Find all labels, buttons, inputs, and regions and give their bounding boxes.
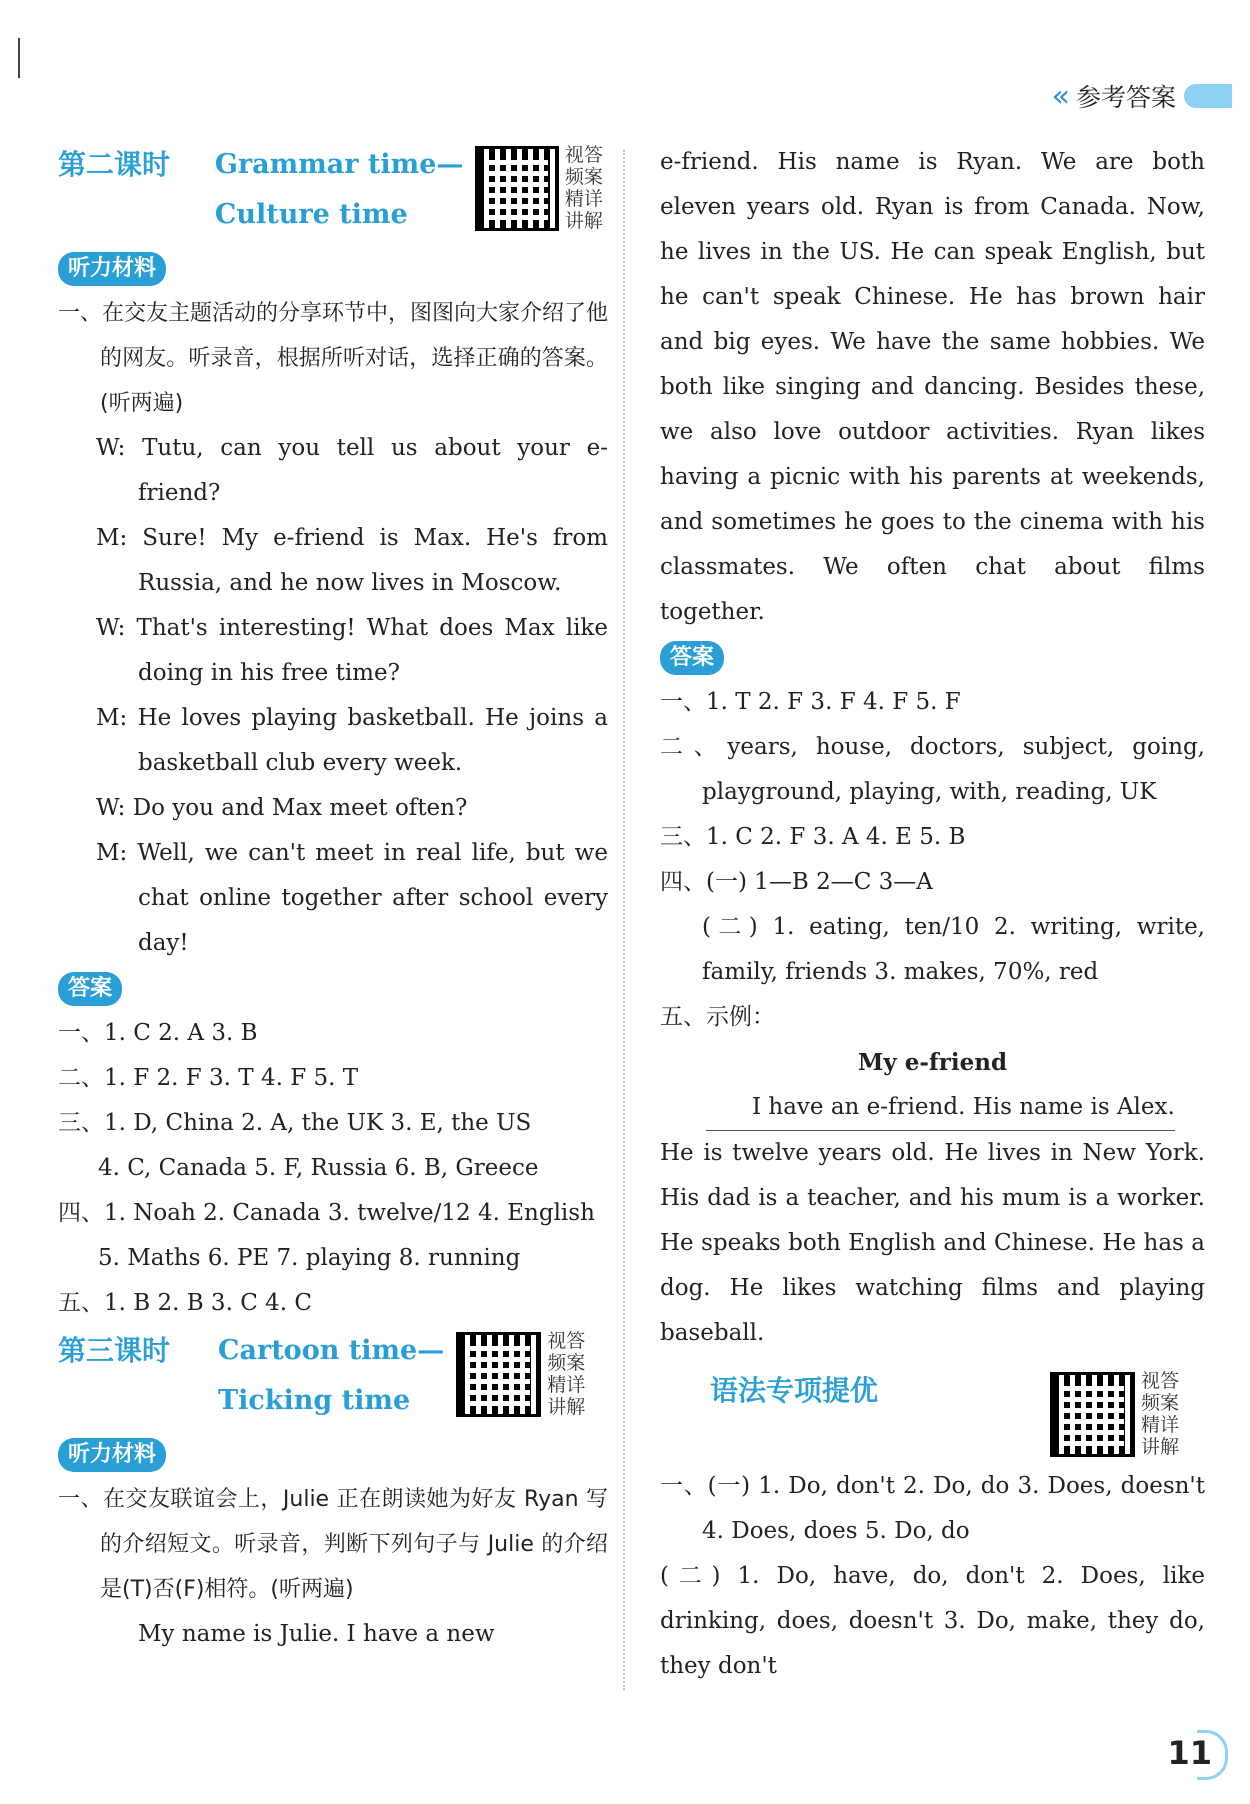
left-column <box>58 140 608 1657</box>
page-header <box>1052 78 1232 114</box>
lesson-en-line2: Ticking time <box>218 1385 411 1416</box>
dialog-line: M: Sure! My e-friend is Max. He's from Russia, and he now lives in Moscow. <box>96 525 608 596</box>
answer-line: 五、1. B 2. B 3. C 4. C <box>58 1290 312 1316</box>
answer-line: 4. C, Canada 5. F, Russia 6. B, Greece <box>98 1155 539 1181</box>
column-divider <box>623 150 625 1690</box>
passage-start: My name is Julie. I have a new <box>138 1621 495 1647</box>
answer-badge: 答案 <box>58 972 122 1006</box>
answer-line: 三、1. D, China 2. A, the UK 3. E, the US <box>58 1110 532 1136</box>
answer-line: 二、1. F 2. F 3. T 4. F 5. T <box>58 1065 359 1091</box>
double-chevron-left-icon: « <box>1051 78 1070 114</box>
answer-line: 四、1. Noah 2. Canada 3. twelve/12 4. English <box>58 1200 595 1226</box>
lesson-en-title <box>218 1326 444 1426</box>
answer-line: (二) 1. Do, have, do, don't 2. Does, like drinking, does, doesn't 3. Do, make, they do, they don't <box>660 1563 1205 1679</box>
qr-code-icon[interactable] <box>1050 1372 1135 1457</box>
essay-title: My e-friend <box>857 1049 1008 1076</box>
margin-mark <box>18 38 20 78</box>
answer-line: 四、(一) 1—B 2—C 3—A <box>660 869 933 895</box>
lesson-en-line1: Cartoon time— <box>218 1335 445 1366</box>
right-column <box>660 140 1205 1689</box>
lesson-3-heading <box>58 1326 608 1426</box>
answer-badge: 答案 <box>660 641 724 675</box>
lesson-en-line1: Grammar time— <box>214 149 464 180</box>
task-prompt: 一、在交友联谊会上，Julie 正在朗读她为好友 Ryan 写的介绍短文。听录音，判断下列句子与 Julie 的介绍是(T)否(F)相符。(听两遍) <box>58 1487 608 1602</box>
dialog-line: W: Do you and Max meet often? <box>96 795 468 821</box>
answer-line: 三、1. C 2. F 3. A 4. E 5. B <box>660 824 966 850</box>
passage-text: e-friend. His name is Ryan. We are both eleven years old. Ryan is from Canada. Now, he lives in the US. He can speak English, but he can't speak Chinese. He has brown hair and big eyes. We have the same hobbies. We both like singing and dancing. Besides these, we also love outdoor activities. Ryan likes having a picnic with his parents at weekends, and sometimes he goes to the cinema with his classmates. We often chat about films together. <box>660 149 1205 625</box>
lesson-2-heading <box>58 140 608 240</box>
listening-badge: 听力材料 <box>58 1438 166 1472</box>
dialog-line: W: That's interesting! What does Max like doing in his free time? <box>96 615 608 686</box>
lesson-cn-title: 第二课时 <box>58 148 171 181</box>
lesson-en-line2: Culture time <box>214 199 408 230</box>
answer-line: 5. Maths 6. PE 7. playing 8. running <box>98 1245 521 1271</box>
lesson-cn-title: 第三课时 <box>58 1334 171 1367</box>
listening-badge: 听力材料 <box>58 252 166 286</box>
answer-line: 一、(一) 1. Do, don't 2. Do, do 3. Does, doesn't 4. Does, does 5. Do, do <box>660 1473 1205 1544</box>
essay-body: He is twelve years old. He lives in New York. His dad is a teacher, and his mum is a worker. He speaks both English and Chinese. He has a dog. He likes watching films and playing baseball. <box>660 1140 1205 1346</box>
lesson-en-title <box>215 140 464 240</box>
task-prompt: 一、在交友主题活动的分享环节中，图图向大家介绍了他的网友。听录音，根据所听对话，选择正确的答案。(听两遍) <box>58 301 609 416</box>
essay-first-line <box>660 1085 1205 1131</box>
grammar-heading <box>660 1366 1205 1458</box>
grammar-title: 语法专项提优 <box>710 1374 879 1407</box>
dialog-line: M: Well, we can't meet in real life, but we chat online together after school every day! <box>96 840 608 956</box>
header-title: 参考答案 <box>1075 83 1176 112</box>
answer-line: 一、1. T 2. F 3. F 4. F 5. F <box>660 689 961 715</box>
header-accent-bar <box>1184 84 1232 108</box>
qr-tag: 视答频案精详讲解 <box>547 1330 586 1418</box>
qr-tag: 视答频案精详讲解 <box>564 144 603 232</box>
answer-line: 二、years, house, doctors, subject, going, playground, playing, with, reading, UK <box>660 734 1205 805</box>
qr-code-icon[interactable] <box>475 146 558 231</box>
essay-first-line-text: I have an e-friend. His name is Alex. <box>706 1085 1175 1131</box>
page-number: 11 <box>1167 1734 1212 1772</box>
qr-code-icon[interactable] <box>456 1332 541 1417</box>
answer-line: 五、示例： <box>660 1004 775 1030</box>
answer-line: 一、1. C 2. A 3. B <box>58 1020 258 1046</box>
qr-tag: 视答频案精详讲解 <box>1141 1370 1180 1458</box>
answer-line: (二) 1. eating, ten/10 2. writing, write, family, friends 3. makes, 70%, red <box>702 914 1205 985</box>
dialog-line: M: He loves playing basketball. He joins a basketball club every week. <box>96 705 608 776</box>
dialog-line: W: Tutu, can you tell us about your e-friend? <box>96 435 608 506</box>
